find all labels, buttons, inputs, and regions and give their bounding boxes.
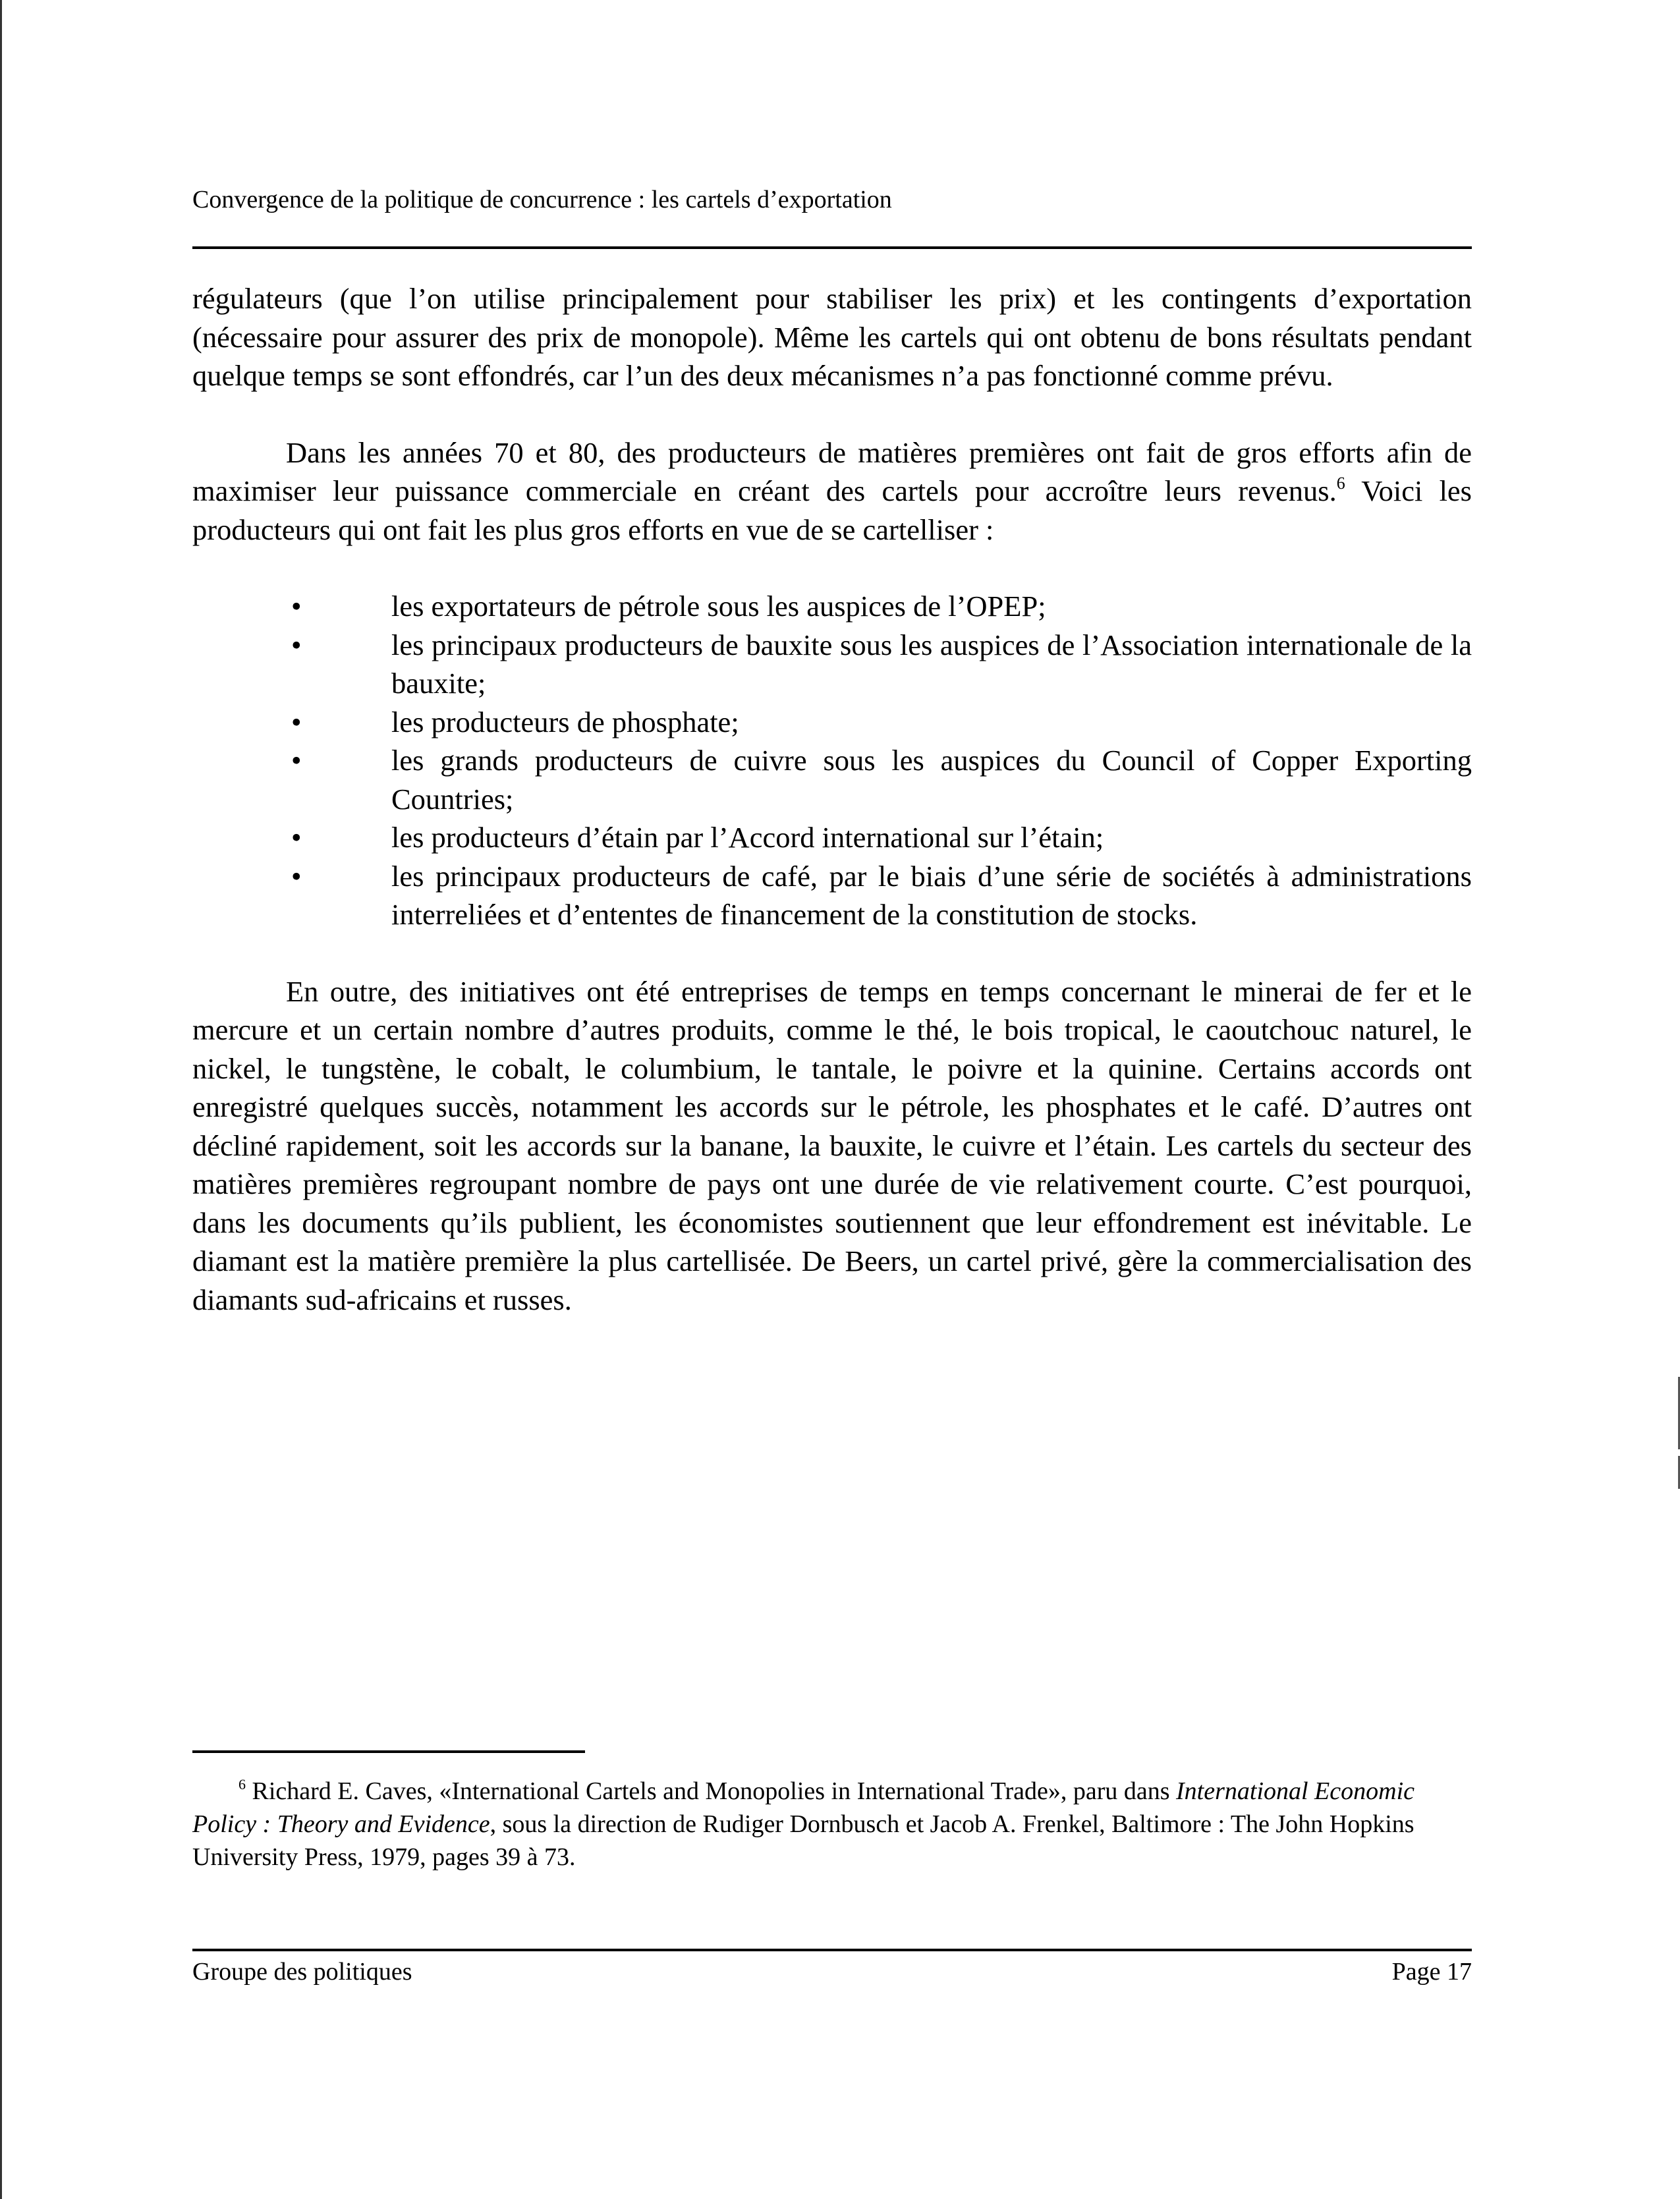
list-item-text: les producteurs d’étain par l’Accord international sur l’étain;	[391, 821, 1104, 854]
list-item	[192, 703, 1472, 742]
footer-group-name: Groupe des politiques	[192, 1958, 412, 1986]
header-rule	[192, 246, 1472, 249]
footnote-text: , sous la direction de Rudiger Dornbusch et Jacob A. Frenkel, Baltimore : The John Hopkins University Press, 1979, pages 39 à 73.	[192, 1810, 1414, 1871]
list-item	[192, 741, 1472, 818]
list-item	[192, 818, 1472, 857]
footer-rule	[192, 1949, 1472, 1951]
bullet-icon: •	[291, 628, 302, 661]
paragraph-cartels-intro	[192, 433, 1472, 549]
running-header: Convergence de la politique de concurrence : les cartels d’exportation	[192, 186, 892, 213]
producer-list	[192, 587, 1472, 934]
list-item-text: les grands producteurs de cuivre sous les auspices du Council of Copper Exporting Countries;	[391, 744, 1472, 816]
bullet-icon: •	[291, 744, 302, 777]
scan-left-edge-line	[0, 0, 2, 2199]
footnote-text: Richard E. Caves, «International Cartels and Monopolies in International Trade», paru dans	[252, 1777, 1170, 1805]
bullet-icon: •	[291, 859, 302, 893]
list-item	[192, 626, 1472, 703]
list-item-text: les principaux producteurs de bauxite sous les auspices de l’Association internationale de la bauxite;	[391, 628, 1472, 700]
list-item-text: les principaux producteurs de café, par le biais d’une série de sociétés à administrations interreliées et d’ententes de financement de la constitution de stocks.	[391, 859, 1472, 931]
list-item-text: les producteurs de phosphate;	[391, 705, 739, 738]
paragraph-text: Dans les années 70 et 80, des producteurs de matières premières ont fait de gros efforts afin de maximiser leur puissance commerciale en créant des cartels pour accroître leurs revenus.	[192, 435, 1472, 507]
footnote-rule	[192, 1750, 585, 1753]
bullet-icon: •	[291, 821, 302, 854]
footnote	[192, 1775, 1472, 1874]
paragraph-continued: régulateurs (que l’on utilise principalement pour stabiliser les prix) et les contingents d’exportation (nécessaire pour assurer des prix de monopole). Même les cartels qui ont obtenu de bons résultats pendant quelque temps se sont effondrés, car l’un des deux mécanismes n’a pas fonctionné comme prévu.	[192, 282, 1472, 392]
footnote-book-title: International Economic Policy : Theory and Evidence	[192, 1777, 1414, 1838]
list-item	[192, 587, 1472, 626]
footnote-reference[interactable]: 6	[1336, 474, 1345, 493]
page-number: Page 17	[1391, 1958, 1472, 1986]
list-item-text: les exportateurs de pétrole sous les auspices de l’OPEP;	[391, 590, 1046, 623]
bullet-icon: •	[291, 705, 302, 738]
bullet-icon: •	[291, 590, 302, 623]
paragraph-text: Voici les producteurs qui ont fait les plus gros efforts en vue de se cartelliser :	[192, 474, 1472, 546]
paragraph-initiatives: En outre, des initiatives ont été entreprises de temps en temps concernant le minerai de fer et le mercure et un certain nombre d’autres produits, comme le thé, le bois tropical, le caoutchouc naturel, le nickel, le tungstène, le cobalt, le columbium, le tantale, le poivre et la quinine. Certains accords ont enregistré quelques succès, notamment les accords sur le pétrole, les phosphates et le café. D’autres ont décliné rapidement, soit les accords sur la banane, la bauxite, le cuivre et l’étain. Les cartels du secteur des matières premières regroupant nombre de pays ont une durée de vie relativement courte. C’est pourquoi, dans les documents qu’ils publient, les économistes soutiennent que leur effondrement est inévitable. Le diamant est la matière première la plus cartellisée. De Beers, un cartel privé, gère la commercialisation des diamants sud-africains et russes.	[192, 974, 1472, 1316]
footnote-number: 6	[238, 1776, 246, 1793]
list-item	[192, 857, 1472, 934]
body-text	[192, 279, 1472, 1319]
